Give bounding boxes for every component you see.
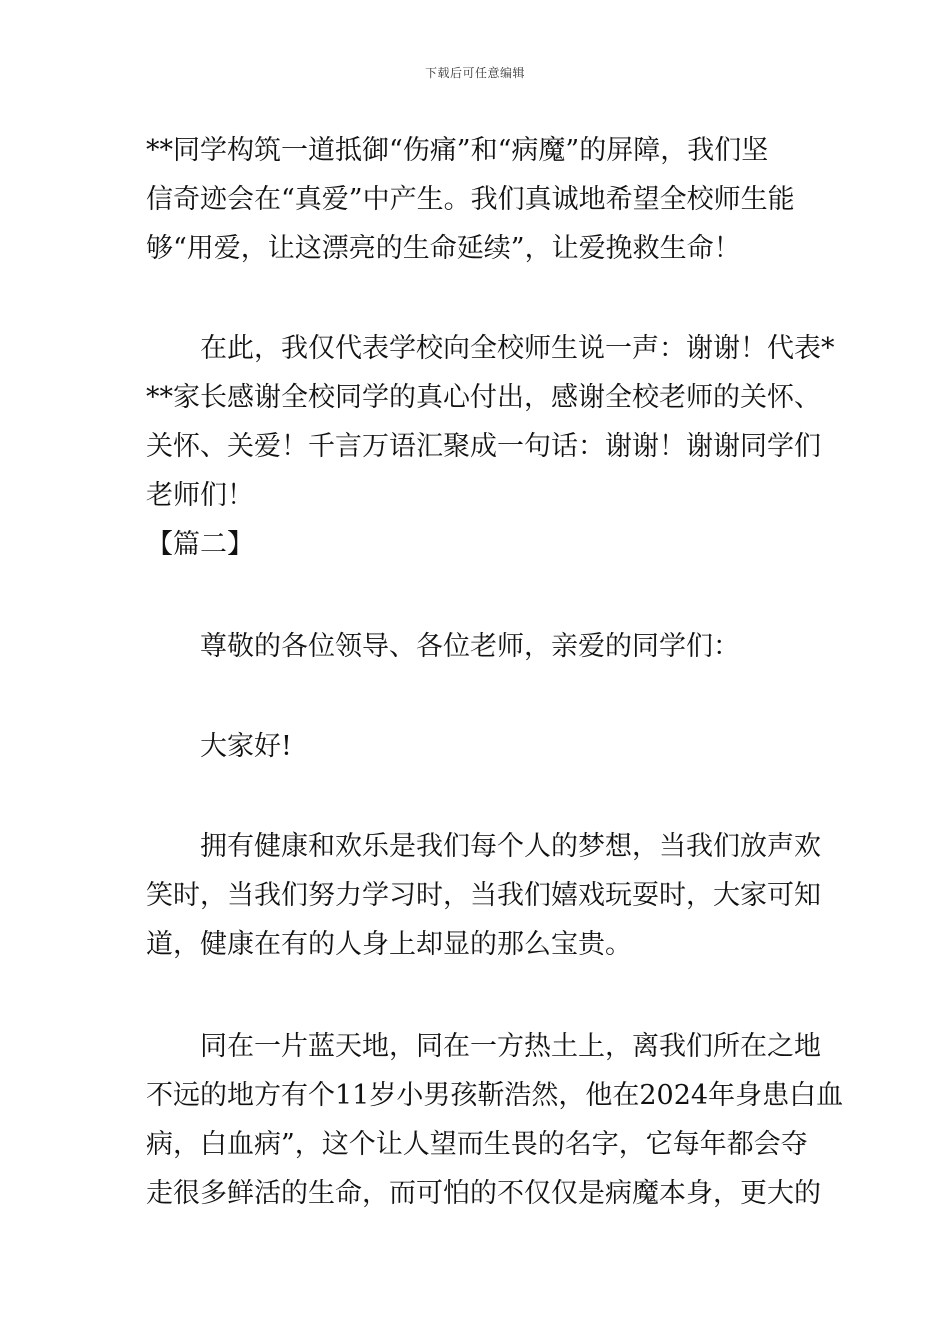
paragraph xyxy=(146,126,806,273)
text-line: 不远的地方有个11岁小男孩靳浩然，他在2024年身患白血 xyxy=(146,1080,844,1111)
text-line: 尊敬的各位领导、各位老师，亲爱的同学们： xyxy=(200,631,740,662)
section-heading xyxy=(146,520,806,569)
text-line: 够“用爱，让这漂亮的生命延续”，让爱挽救生命！ xyxy=(146,233,741,264)
paragraph xyxy=(146,822,821,969)
text-line: 大家好! xyxy=(200,731,292,762)
text-line: 老师们！ xyxy=(146,480,254,511)
section-heading-text: 【篇二】 xyxy=(146,529,254,560)
text-line: **家长感谢全校同学的真心付出，感谢全校老师的关怀、 xyxy=(146,382,821,413)
text-line: 病，白血病”，这个让人望而生畏的名字，它每年都会夺 xyxy=(146,1129,808,1160)
text-line: 笑时，当我们努力学习时，当我们嬉戏玩耍时，大家可知 xyxy=(146,880,821,911)
paragraph xyxy=(146,324,835,520)
text-line: 信奇迹会在“真爱”中产生。我们真诚地希望全校师生能 xyxy=(146,184,795,215)
text-line: 道，健康在有的人身上却显的那么宝贵。 xyxy=(146,929,632,960)
text-line: 同在一片蓝天地，同在一方热土上，离我们所在之地 xyxy=(200,1031,821,1062)
greeting xyxy=(146,722,806,771)
text-line: 关怀、关爱！千言万语汇聚成一句话：谢谢！谢谢同学们 xyxy=(146,431,821,462)
text-line: 拥有健康和欢乐是我们每个人的梦想，当我们放声欢 xyxy=(200,831,821,862)
text-line: **同学构筑一道抵御“伤痛”和“病魔”的屏障，我们坚 xyxy=(146,135,769,166)
paragraph xyxy=(146,1022,844,1218)
page-header: 下载后可任意编辑 xyxy=(424,66,525,80)
salutation xyxy=(146,622,806,671)
text-line: 在此，我仅代表学校向全校师生说一声：谢谢！代表* xyxy=(200,333,835,364)
text-line: 走很多鲜活的生命，而可怕的不仅仅是病魔本身，更大的 xyxy=(146,1178,821,1209)
